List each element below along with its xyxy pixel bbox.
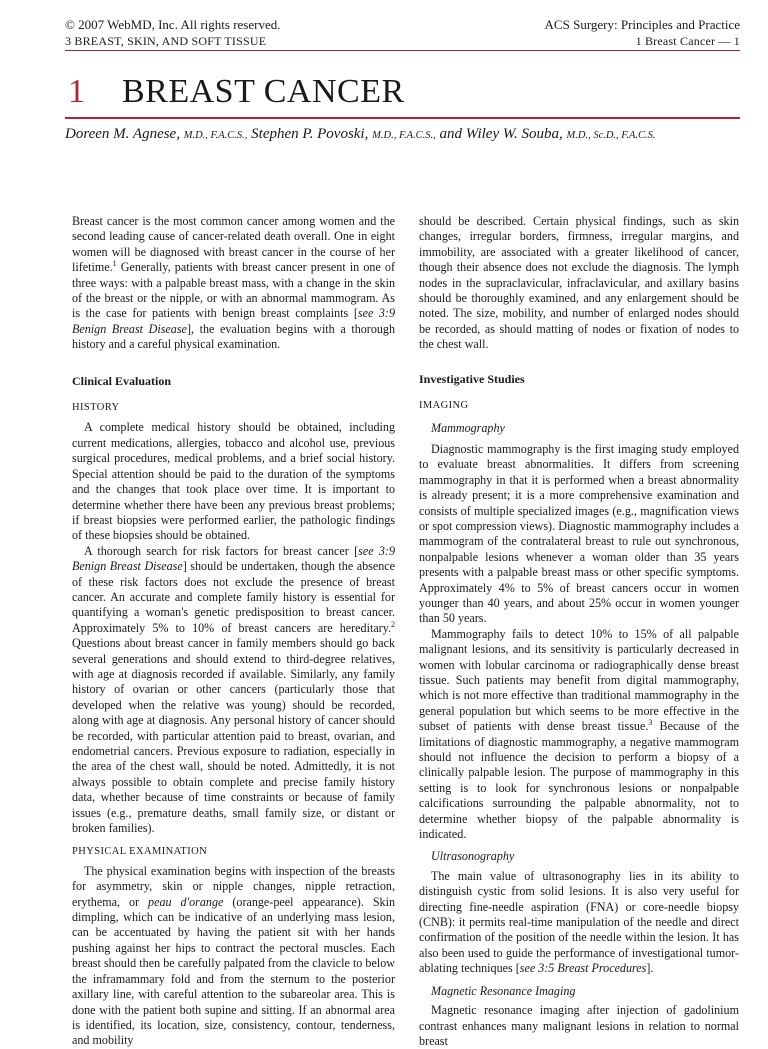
text-run: Questions about breast cancer in family members should go back several generations and should extend to third-degree relatives, with age at diagnosis recorded if available. Similarly, any family history of ovarian or other cancers (particularly those that developed when the relative was young) should be recorded, along with age at diagnosis. Any personal history of cancer should be recorded, with particular attention paid to breast, ovarian, and endometrial cancers. Previous exposure to radiation, especially in the area of the chest wall, should be noted. Admittedly, it is not always possible to obtain complete and precise family history data, whether because of time constraints or because of family issues (e.g., premature deaths, small family size, or distant or broken families). [72, 636, 395, 836]
chapter-title: BREAST CANCER [122, 73, 405, 110]
history-paragraph-1: A complete medical history should be obtained, including current medications, allergies, tobacco and alcohol use, previous surgical procedures, medical problems, and a brief social history. Special attention should be paid to the duration of the symptoms and the changes that took place over time. It is important to determine whether there have been any previous breast problems; if breast biopsies were performed earlier, the pathologic findings of these biopsies should be obtained. [72, 420, 395, 543]
book-title: ACS Surgery: Principles and Practice [544, 17, 740, 32]
section-heading-investigative-studies: Investigative Studies [419, 371, 525, 386]
text-run: The physical examination begins with inspection of the breasts for asymmetry, skin or nipple changes, nipple retraction, erythema, or [72, 863, 395, 909]
author-credentials: M.D., F.A.C.S., [372, 130, 436, 141]
continuation-paragraph: should be described. Certain physical findings, such as skin changes, irregular borders, firmness, irregular margins, and immobility, are associated with a greater likelihood of cancer, though their absence does not exclude the diagnosis. The lymph nodes in the supraclavicular, infraclavicular, and axillary basins should be thoroughly examined, and any enlargement should be noted. The size, mobility, and number of enlarged nodes should be recorded, as should matting of nodes or fixation of nodes to the chest wall. [419, 214, 739, 352]
text-run: A thorough search for risk factors for breast cancer [ [84, 543, 359, 558]
cross-reference: see 3:5 Breast Procedures [519, 961, 647, 976]
header-rule [65, 50, 740, 51]
running-header-left [65, 16, 280, 50]
author-name: Stephen P. Povoski, [251, 126, 369, 142]
text-run: ]. [646, 961, 654, 976]
author-credentials: M.D., Sc.D., F.A.C.S. [566, 130, 656, 141]
text-run: ], the evaluation begins with a thorough history and a careful physical examination. [72, 321, 396, 352]
author-credentials: M.D., F.A.C.S., [183, 130, 248, 141]
text-run: Because of the limitations of diagnostic mammography, a negative mammogram should not influence the decision to perform a biopsy of a clinically palpable lesion. The purpose of mammography in this setting is to look for synchronous lesions or nonpalpable calcifications surrounding the palpable abnormality, not to determine whether biopsy of the palpable abnormality is indicated. [419, 719, 739, 842]
reference-superscript: 3 [648, 718, 653, 728]
subheading-ultrasonography: Ultrasonography [431, 849, 515, 864]
cross-reference: see 3:9 Benign Breast Disease [72, 543, 395, 574]
mammography-paragraph-1: Diagnostic mammography is the first imaging study employed to evaluate breast abnormalities. It differs from screening mammography in that it is performed when a breast abnormality is already present; it is a more comprehensive examination and consists of multiple specialized images (e.g., magnification views or spot compression views). Diagnostic mammography includes a mammogram of the contralateral breast to rule out synchronous, nonpalpable lesions whenever a woman older than 35 years presents with a palpable breast mass or other specific symptoms. Approximately 4% to 5% of breast cancers occur in women younger than 40 years, and about 25% occur in women younger than 50 years. [419, 441, 739, 626]
title-rule [65, 117, 740, 119]
ultrasonography-paragraph [419, 869, 739, 977]
emphasis-term: peau d'orange [148, 894, 224, 909]
cross-reference: see 3:9 Benign Breast Disease [72, 306, 396, 336]
section-label: 3 BREAST, SKIN, AND SOFT TISSUE [65, 34, 267, 48]
running-header-right [545, 16, 740, 50]
text-run: Breast cancer is the most common cancer among women and the second leading cause of cancer-related death overall. One in eight women will be diagnosed with breast cancer in the course of her lifetime. [72, 214, 395, 275]
author-name: and Wiley W. Souba, [439, 126, 563, 142]
author-name: Doreen M. Agnese, [65, 126, 180, 142]
subheading-mri: Magnetic Resonance Imaging [431, 983, 576, 998]
subheading-mammography: Mammography [431, 421, 505, 436]
text-run: The main value of ultrasonography lies in its ability to distinguish cystic from solid lesions. It is also very useful for directing fine-needle aspiration (FNA) or core-needle biopsy (CNB): it permits real-time manipulation of the needle and direct confirmation of the position of the needle within the lesion. It has also been used to guide the performance of investigational tumor-ablating techniques [ [419, 868, 739, 976]
subheading-physical-examination: PHYSICAL EXAMINATION [72, 846, 208, 858]
reference-superscript: 2 [391, 619, 395, 629]
page-reference: 1 Breast Cancer — 1 [635, 34, 740, 48]
physical-exam-paragraph [72, 864, 395, 1049]
reference-superscript: 1 [112, 259, 117, 269]
text-run: (orange-peel appearance). Skin dimpling, which can be indicative of an underlying mass lesion, can be accentuated by having the patient sit with her hands pushing against her hips to contract the pectoral muscles. Each breast should then be carefully palpated from the clavicle to below the inframammary fold and from the sternum to the posterior axillary line, with careful attention to the subareolar area. This is done with the patient both supine and sitting. If an abnormal area is identified, its location, size, consistency, contour, tenderness, and mobility [72, 894, 396, 1048]
mri-paragraph: Magnetic resonance imaging after injection of gadolinium contrast enhances many malignant lesions in relation to normal breast [419, 1003, 739, 1048]
chapter-number: 1 [68, 73, 85, 110]
author-line [65, 126, 656, 143]
copyright-line: © 2007 WebMD, Inc. All rights reserved. [65, 17, 281, 32]
left-column [72, 214, 395, 1049]
history-paragraph-2 [72, 544, 395, 837]
right-column [419, 214, 739, 1049]
mammography-paragraph-2 [419, 627, 739, 843]
intro-paragraph [72, 214, 395, 353]
section-heading-clinical-evaluation: Clinical Evaluation [72, 373, 172, 388]
subheading-history: HISTORY [72, 402, 120, 414]
subheading-imaging: IMAGING [419, 400, 469, 412]
text-run: Mammography fails to detect 10% to 15% of all palpable malignant lesions, and its sensitivity is particularly decreased in women with lobular carcinoma or radiographically dense breast tissue. Such patients may benefit from digital mammography, which is not more effective than traditional mammography in the general population but which seems to be more effective in the subset of patients with dense breast tissue. [419, 626, 739, 734]
text-run: ] should be undertaken, though the absence of these risk factors does not exclude the presence of breast cancer. An accurate and complete family history is essential for quantifying a woman's genetic predisposition to breast cancer. Approximately 5% to 10% of breast cancers are hereditary. [72, 559, 395, 635]
text-run: Generally, patients with breast cancer present in one of three ways: with a palpable breast mass, with a change in the skin of the breast or the nipple, or with an abnormal mammogram. As is the case for patients with benign breast complaints [ [72, 260, 395, 321]
